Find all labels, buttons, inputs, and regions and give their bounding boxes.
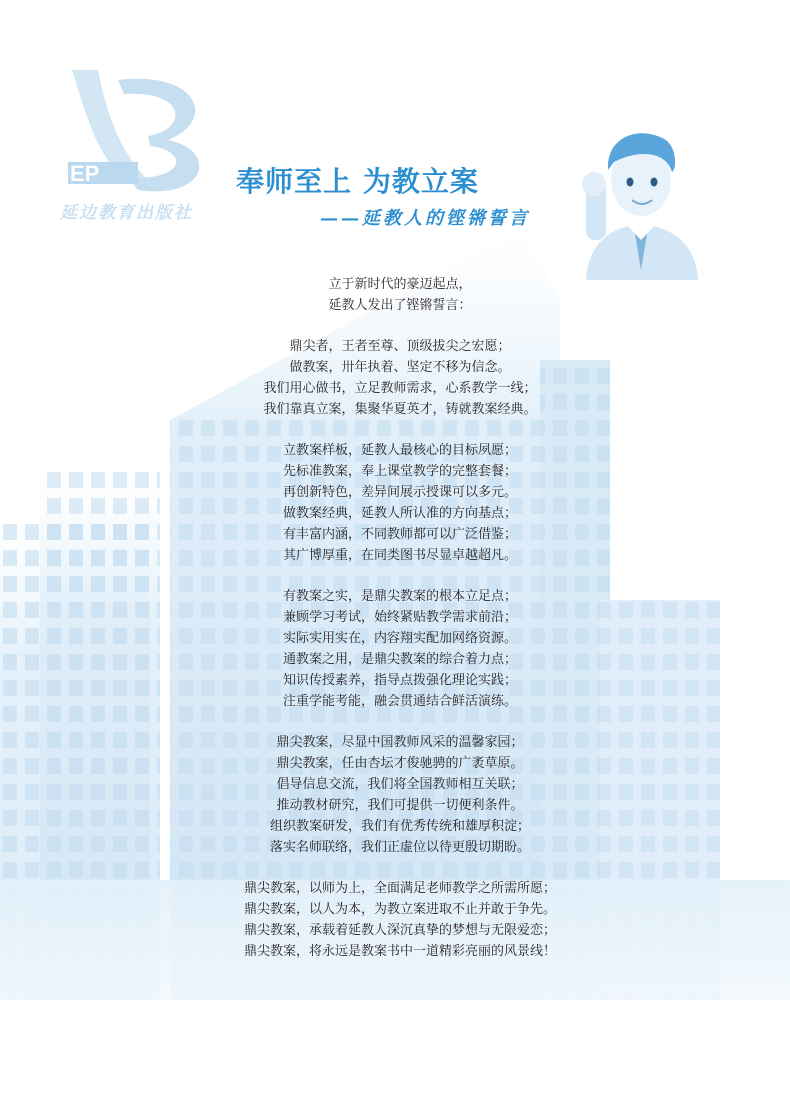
publisher-name: 延边教育出版社 xyxy=(60,203,193,223)
poem-line: 鼎尖教案，任由杏坛才俊驰骋的广袤草原。 xyxy=(276,756,524,771)
page-subtitle: ——延教人的铿锵誓言 xyxy=(320,208,530,229)
logo-letters: EP xyxy=(70,161,100,186)
poem-line: 有教案之实，是鼎尖教案的根本立足点； xyxy=(282,589,517,604)
poem-line: 组织教案研发，我们有优秀传统和雄厚积淀； xyxy=(269,819,530,834)
poem-line: 我们靠真立案，集聚华夏英才，铸就教案经典。 xyxy=(263,402,537,417)
poem-line: 鼎尖教案，承载着延教人深沉真挚的梦想与无限爱恋； xyxy=(243,923,556,938)
stanza-1 xyxy=(200,274,600,316)
poem-line: 推动教材研究，我们可提供一切便利条件。 xyxy=(276,798,524,813)
stanza-2 xyxy=(200,336,600,420)
poem-line: 兼顾学习考试，始终紧贴教学需求前沿； xyxy=(282,610,517,625)
pledge-poem xyxy=(200,274,600,982)
poem-line: 实际实用实在，内容翔实配加网络资源。 xyxy=(282,631,517,646)
poem-line: 倡导信息交流，我们将全国教师相互关联； xyxy=(276,777,524,792)
poem-line: 鼎尖教案，以人为本，为教立案进取不止并敢于争先。 xyxy=(243,902,556,917)
stanza-5 xyxy=(200,732,600,858)
stanza-3 xyxy=(200,440,600,566)
poem-line: 做教案经典，延教人所认准的方向基点； xyxy=(282,506,517,521)
page-title xyxy=(0,160,715,200)
poem-line: 其广博厚重，在同类图书尽显卓越超凡。 xyxy=(282,548,517,563)
poem-line: 鼎尖教案，将永远是教案书中一道精彩亮丽的风景线！ xyxy=(243,944,556,959)
poem-line: 有丰富内涵，不同教师都可以广泛借鉴； xyxy=(282,527,517,542)
poem-line: 先标准教案，奉上课堂教学的完整套餐； xyxy=(282,464,517,479)
poem-line: 立于新时代的豪迈起点， xyxy=(328,277,472,292)
poem-line: 延教人发出了铿锵誓言： xyxy=(328,298,472,313)
poem-line: 再创新特色，差异间展示授课可以多元。 xyxy=(282,485,517,500)
poem-line: 通教案之用，是鼎尖教案的综合着力点； xyxy=(282,652,517,667)
poem-line: 注重学能考能，融会贯通结合鲜活演练。 xyxy=(282,694,517,709)
poem-line: 做教案，卅年执着、坚定不移为信念。 xyxy=(289,360,511,375)
poem-line: 鼎尖教案，以师为上，全面满足老师教学之所需所愿； xyxy=(243,881,556,896)
poem-line: 我们用心做书，立足教师需求，心系教学一线； xyxy=(263,381,537,396)
poem-line: 鼎尖教案，尽显中国教师风采的温馨家园； xyxy=(276,735,524,750)
poem-line: 落实名师联络，我们正虚位以待更殷切期盼。 xyxy=(269,840,530,855)
stanza-6 xyxy=(200,878,600,962)
stanza-4 xyxy=(200,586,600,712)
page-title-text: 奉师至上 为教立案 xyxy=(236,165,479,198)
poem-line: 立教案样板，延教人最核心的目标夙愿； xyxy=(282,443,517,458)
poem-line: 鼎尖者，王者至尊、顶级拔尖之宏愿； xyxy=(289,339,511,354)
poem-line: 知识传授素养，指导点拨强化理论实践； xyxy=(282,673,517,688)
